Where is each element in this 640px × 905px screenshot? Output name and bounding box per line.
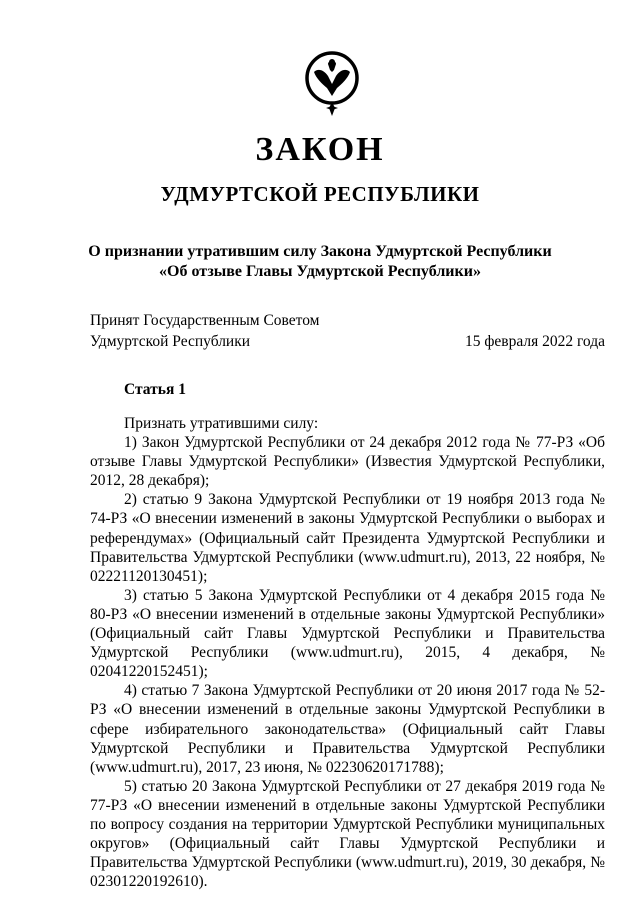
article-body — [90, 414, 605, 891]
article-item-3: 3) статью 5 Закона Удмуртской Республики от 4 декабря 2015 года № 80-РЗ «О внесении изменений в отдельные законы Удмуртской Республики» (Официальный сайт Главы Удмуртской Республики и Правительства Удмуртской Республики (www.udmurt.ru), 2015, 4 декабря, № 02041220152451); — [90, 586, 605, 681]
adoption-date: 15 февраля 2022 года — [464, 333, 605, 350]
document-title: ЗАКОН — [255, 131, 385, 168]
article-item-4: 4) статью 7 Закона Удмуртской Республики от 20 июня 2017 года № 52-РЗ «О внесении изменений в отдельные законы Удмуртской Республики в сфере избирательного законодательства» (Официальный сайт Главы Удмуртской Республики и Правительства Удмуртской Республики (www.udmurt.ru), 2017, 23 июня, № 02230620171788); — [90, 682, 605, 776]
law-name-line-1: О признании утратившим силу Закона Удмуртской Республики — [88, 243, 552, 260]
adoption-line-2: Удмуртской Республики — [90, 333, 251, 350]
law-name — [0, 242, 640, 282]
adoption-line-1: Принят Государственным Советом — [90, 312, 320, 329]
adoption-block — [90, 310, 605, 352]
udmurt-coat-of-arms-icon — [304, 50, 360, 118]
article-item-5: 5) статью 20 Закона Удмуртской Республики от 27 декабря 2019 года № 77-РЗ «О внесении изменений в отдельные законы Удмуртской Республики по вопросу создания на территории Удмуртской Республики муниципальных округов» (Официальный сайт Главы Удмуртской Республики и Правительства Удмуртской Республики (www.udmurt.ru), 2019, 30 декабря, № 02301220192610). — [90, 777, 605, 891]
article-item-2: 2) статью 9 Закона Удмуртской Республики от 19 ноября 2013 года № 74-РЗ «О внесении изменений в законы Удмуртской Республики о выборах и референдумах» (Официальный сайт Президента Удмуртской Республики и Правительства Удмуртской Республики (www.udmurt.ru), 2013, 22 ноября, № 02221120130451); — [90, 491, 605, 585]
article-heading: Статья 1 — [124, 381, 186, 398]
article-intro: Признать утратившими силу: — [124, 415, 319, 432]
article-item-1: 1) Закон Удмуртской Республики от 24 декабря 2012 года № 77-РЗ «Об отзыве Главы Удмуртской Республики» (Известия Удмуртской Республики, 2012, 28 декабря); — [90, 434, 605, 490]
document-subtitle: УДМУРТСКОЙ РЕСПУБЛИКИ — [160, 182, 480, 206]
law-name-line-2: «Об отзыве Главы Удмуртской Республики» — [159, 263, 481, 280]
